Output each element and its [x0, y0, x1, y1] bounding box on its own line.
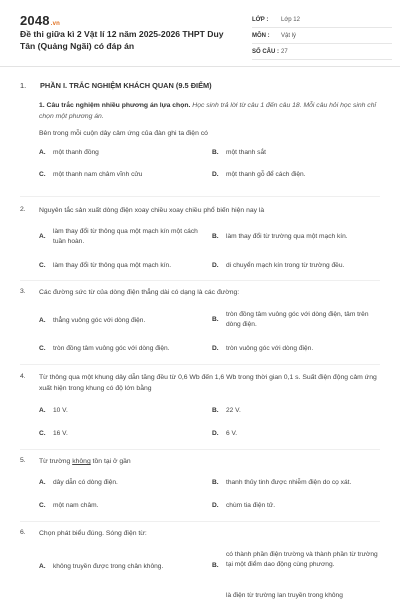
divider	[20, 521, 380, 522]
option-text: di chuyển mạch kín trong từ trường đều.	[226, 262, 345, 269]
option-text: làm thay đổi từ trường qua một mạch kín.	[226, 233, 348, 240]
divider	[20, 196, 380, 197]
question-text-before: Từ trường	[39, 458, 73, 465]
question-3	[20, 288, 390, 358]
option-letter: C.	[39, 430, 46, 437]
logo-main: 2048	[20, 13, 50, 28]
question-4	[20, 373, 390, 443]
question-text	[39, 457, 384, 468]
option-letter: C.	[39, 171, 46, 178]
question-text-after: tồn tại ở gần	[90, 458, 131, 465]
option-letter: D.	[212, 345, 219, 352]
question-5	[20, 457, 390, 519]
option-letter: B.	[212, 562, 219, 569]
option-letter: A.	[39, 233, 46, 240]
section-number: 1.	[20, 81, 27, 90]
option-text: một thanh đồng	[53, 149, 99, 156]
exam-title: Đề thi giữa kì 2 Vật lí 12 năm 2025-2026 THPT Duy Tân (Quảng Ngãi) có đáp án	[20, 29, 224, 51]
question-text: Các đường sức từ của dòng điện thẳng dài có dạng là các đường:	[39, 289, 240, 296]
meta-value: Lớp 12	[281, 16, 300, 23]
option-text: một thanh nam châm vĩnh cửu	[53, 171, 143, 178]
exam-meta	[252, 12, 392, 60]
option-letter: D.	[212, 430, 219, 437]
option-text: tròn đồng tâm vuông góc với dòng điện.	[53, 345, 170, 352]
option-text: làm thay đổi từ thông qua một mạch kín.	[53, 262, 172, 269]
question-number: 6.	[20, 529, 26, 536]
option-letter: B.	[212, 407, 219, 414]
divider	[20, 280, 380, 281]
question-2	[20, 206, 390, 276]
option-letter: D.	[212, 502, 219, 509]
option-letter: C.	[39, 262, 46, 269]
meta-value: 27	[281, 48, 288, 55]
option-text: một thanh gỗ để cách điện.	[226, 171, 306, 178]
question-6	[20, 529, 390, 600]
option-letter: D.	[212, 262, 219, 269]
option-text: thanh thủy tinh được nhiễm điện do cọ xát.	[226, 479, 352, 486]
header	[0, 0, 400, 67]
option-text: thẳng vuông góc với dòng điện.	[53, 317, 146, 324]
option-text: 22 V.	[226, 407, 241, 414]
option-letter: B.	[212, 316, 219, 323]
option-letter: D.	[212, 171, 219, 178]
option-letter: B.	[212, 149, 219, 156]
option-text: không truyền được trong chân không.	[53, 563, 164, 570]
question-number: 3.	[20, 288, 26, 295]
meta-key: SỐ CÂU :	[252, 48, 279, 55]
question-number: 4.	[20, 373, 26, 380]
option-text: chùm tia điện tử.	[226, 502, 276, 509]
option-letter: A.	[39, 563, 46, 570]
question-text-emphasis: không	[72, 458, 91, 465]
instruction	[39, 100, 384, 122]
option-text: tròn vuông góc với dòng điện.	[226, 345, 314, 352]
meta-grade	[252, 12, 392, 28]
option-text: là điện từ trường lan truyền trong không	[226, 592, 343, 599]
meta-subject	[252, 28, 392, 44]
option-text: 10 V.	[53, 407, 68, 414]
option-text: 16 V.	[53, 430, 68, 437]
option-text: làm thay đổi từ thông qua một mạch kín một cách tuần hoàn.	[53, 228, 198, 245]
logo-suffix: .vn	[50, 21, 61, 27]
option-letter: C.	[39, 345, 46, 352]
question-text: Bên trong mỗi cuộn dây cảm ứng của đàn ghi ta điện có	[39, 130, 208, 137]
option-letter: C.	[39, 502, 46, 509]
meta-key: MÔN :	[252, 32, 270, 39]
option-letter: A.	[39, 149, 46, 156]
meta-question-count	[252, 44, 392, 60]
option-letter: A.	[39, 407, 46, 414]
option-text: có thành phần điện trường và thành phần từ trường tại một điểm dao động cùng phương.	[226, 551, 378, 568]
question-text: Chọn phát biểu đúng. Sóng điện từ:	[39, 530, 147, 537]
option-text: một nam châm.	[53, 502, 99, 509]
divider	[20, 449, 380, 450]
option-letter: B.	[212, 233, 219, 240]
site-logo[interactable]	[20, 13, 60, 28]
instruction-italic: Học sinh trả lời từ câu 1 đến câu 18. Mỗi câu hỏi học sinh chỉ chọn một phương án.	[39, 102, 377, 120]
question-1	[20, 129, 390, 178]
question-text: Từ thông qua một khung dây dẫn tăng đều từ 0,6 Wb đến 1,6 Wb trong thời gian 0,1 s. Suất điện động cảm ứng xuất hiện trong khung có độ lớn bằng	[39, 374, 377, 392]
section-heading	[20, 81, 212, 90]
section-title: PHẦN I. TRẮC NGHIỆM KHÁCH QUAN (9.5 ĐIỂM)	[40, 81, 212, 90]
instruction-bold: 1. Câu trắc nghiệm nhiều phương án lựa chọn.	[39, 102, 191, 109]
option-text: tròn đồng tâm vuông góc với dòng điện, tâm trên dòng điện.	[226, 311, 369, 328]
meta-value: Vật lý	[281, 32, 297, 39]
question-number: 5.	[20, 457, 26, 464]
question-number: 2.	[20, 206, 26, 213]
option-letter: A.	[39, 479, 46, 486]
meta-key: LỚP :	[252, 16, 269, 23]
question-text: Nguyên tắc sản xuất dòng điện xoay chiều xoay chiều phổ biến hiện nay là	[39, 207, 265, 214]
option-letter: A.	[39, 317, 46, 324]
divider	[20, 364, 380, 365]
option-text: 6 V.	[226, 430, 238, 437]
option-text: dây dẫn có dòng điện.	[53, 479, 118, 486]
option-letter: B.	[212, 479, 219, 486]
option-text: một thanh sắt	[226, 149, 266, 156]
